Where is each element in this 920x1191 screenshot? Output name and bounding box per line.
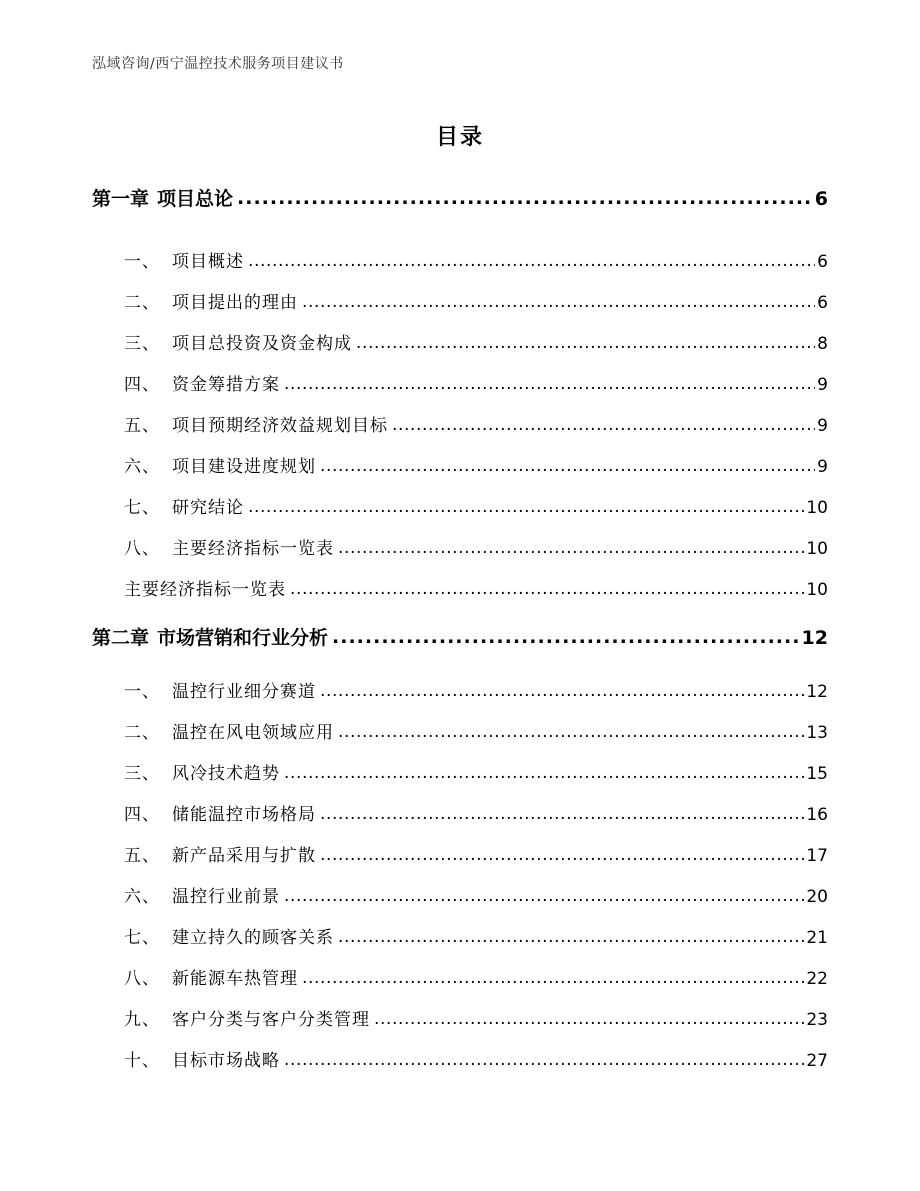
dot-leader	[392, 415, 815, 435]
toc-section-number: 五、	[124, 416, 160, 436]
dot-leader	[284, 1050, 804, 1070]
toc-entry-title: 项目概述	[172, 252, 244, 272]
dot-leader	[374, 1009, 804, 1029]
toc-section-number: 八、	[124, 969, 160, 989]
toc-entry[interactable]	[92, 882, 828, 907]
toc-entry-title: 客户分类与客户分类管理	[172, 1010, 370, 1030]
toc-entry[interactable]	[92, 759, 828, 784]
toc-entry-title: 风冷技术趋势	[172, 764, 280, 784]
toc-chapter-number: 第一章	[92, 188, 150, 210]
toc-entry-title: 主要经济指标一览表	[124, 580, 286, 600]
toc-page-number: 22	[806, 969, 828, 989]
toc-section-number: 三、	[124, 764, 160, 784]
toc-section-number: 六、	[124, 887, 160, 907]
toc-entry-title: 市场营销和行业分析	[157, 627, 329, 649]
toc-page-number: 8	[817, 334, 828, 354]
toc-page-number: 6	[814, 188, 828, 210]
toc-entry[interactable]	[92, 411, 828, 436]
dot-leader	[284, 374, 815, 394]
toc-entry-title: 研究结论	[172, 498, 244, 518]
toc-entry[interactable]	[92, 718, 828, 743]
dot-leader	[248, 497, 804, 517]
toc-section-number: 七、	[124, 928, 160, 948]
toc-entry-title: 储能温控市场格局	[172, 805, 316, 825]
dot-leader	[320, 845, 804, 865]
dot-leader	[284, 886, 804, 906]
toc-section-number: 四、	[124, 805, 160, 825]
dot-leader	[338, 927, 804, 947]
toc-entry-title: 温控行业前景	[172, 887, 280, 907]
toc-entry[interactable]	[92, 1046, 828, 1071]
toc-entry-title: 目标市场战略	[172, 1051, 280, 1071]
toc-entry-title: 项目总投资及资金构成	[172, 334, 352, 354]
toc-entry-title: 新能源车热管理	[172, 969, 298, 989]
dot-leader	[248, 251, 815, 271]
dot-leader	[290, 579, 804, 599]
running-header: 泓域咨询/西宁温控技术服务项目建议书	[92, 56, 344, 72]
toc-entry-title: 主要经济指标一览表	[172, 539, 334, 559]
toc-page-number: 15	[806, 764, 828, 784]
toc-page-number: 10	[806, 539, 828, 559]
toc-page-number: 21	[806, 928, 828, 948]
toc-section-number: 八、	[124, 539, 160, 559]
dot-leader	[332, 626, 800, 648]
toc-section-number: 二、	[124, 723, 160, 743]
dot-leader	[338, 538, 804, 558]
toc-section-number: 一、	[124, 252, 160, 272]
toc-entry-title: 温控在风电领域应用	[172, 723, 334, 743]
toc-page-number: 20	[806, 887, 828, 907]
toc-page-number: 16	[806, 805, 828, 825]
toc-page-number: 12	[801, 627, 828, 649]
toc-entry[interactable]	[92, 493, 828, 518]
toc-page-number: 6	[817, 293, 828, 313]
toc-page-number: 10	[806, 580, 828, 600]
toc-section-number: 四、	[124, 375, 160, 395]
toc-chapter-1[interactable]	[92, 184, 828, 211]
toc-page-number: 10	[806, 498, 828, 518]
dot-leader	[338, 722, 804, 742]
toc-entry-title: 资金筹措方案	[172, 375, 280, 395]
toc-section-number: 六、	[124, 457, 160, 477]
toc-page-number: 27	[806, 1051, 828, 1071]
toc-section-number: 一、	[124, 682, 160, 702]
toc-page-number: 9	[817, 457, 828, 477]
toc-page-number: 9	[817, 375, 828, 395]
toc-entry[interactable]	[92, 370, 828, 395]
toc-entry-title: 项目建设进度规划	[172, 457, 316, 477]
toc-chapter-2[interactable]	[92, 623, 828, 650]
dot-leader	[237, 187, 813, 209]
dot-leader	[320, 681, 804, 701]
toc-entry-title: 项目提出的理由	[172, 293, 298, 313]
toc-entry[interactable]	[92, 452, 828, 477]
dot-leader	[320, 804, 804, 824]
toc-section-number: 二、	[124, 293, 160, 313]
dot-leader	[302, 968, 804, 988]
toc-entry[interactable]	[92, 247, 828, 272]
toc-entry[interactable]	[92, 923, 828, 948]
toc-entry[interactable]	[92, 1005, 828, 1030]
toc-entry[interactable]	[92, 800, 828, 825]
toc-section-number: 九、	[124, 1010, 160, 1030]
toc-entry-table[interactable]	[92, 575, 828, 600]
toc-entry-title: 新产品采用与扩散	[172, 846, 316, 866]
toc-entry[interactable]	[92, 329, 828, 354]
toc-page-number: 13	[806, 723, 828, 743]
toc-title: 目录	[435, 125, 484, 150]
dot-leader	[284, 763, 804, 783]
toc-section-number: 三、	[124, 334, 160, 354]
dot-leader	[356, 333, 815, 353]
toc-entry-title: 建立持久的顾客关系	[172, 928, 334, 948]
toc-section-number: 五、	[124, 846, 160, 866]
toc-page-number: 12	[806, 682, 828, 702]
toc-chapter-number: 第二章	[92, 627, 150, 649]
toc-section-number: 七、	[124, 498, 160, 518]
toc-page-number: 23	[806, 1010, 828, 1030]
toc-entry[interactable]	[92, 841, 828, 866]
toc-entry-title: 项目预期经济效益规划目标	[172, 416, 388, 436]
toc-entry[interactable]	[92, 288, 828, 313]
toc-entry-title: 温控行业细分赛道	[172, 682, 316, 702]
dot-leader	[302, 292, 815, 312]
dot-leader	[320, 456, 815, 476]
toc-entry[interactable]	[92, 677, 828, 702]
toc-section-number: 十、	[124, 1051, 160, 1071]
toc-entry[interactable]	[92, 964, 828, 989]
toc-entry-title: 项目总论	[157, 188, 234, 210]
toc-page-number: 9	[817, 416, 828, 436]
toc-page-number: 6	[817, 252, 828, 272]
toc-page-number: 17	[806, 846, 828, 866]
toc-entry[interactable]	[92, 534, 828, 559]
